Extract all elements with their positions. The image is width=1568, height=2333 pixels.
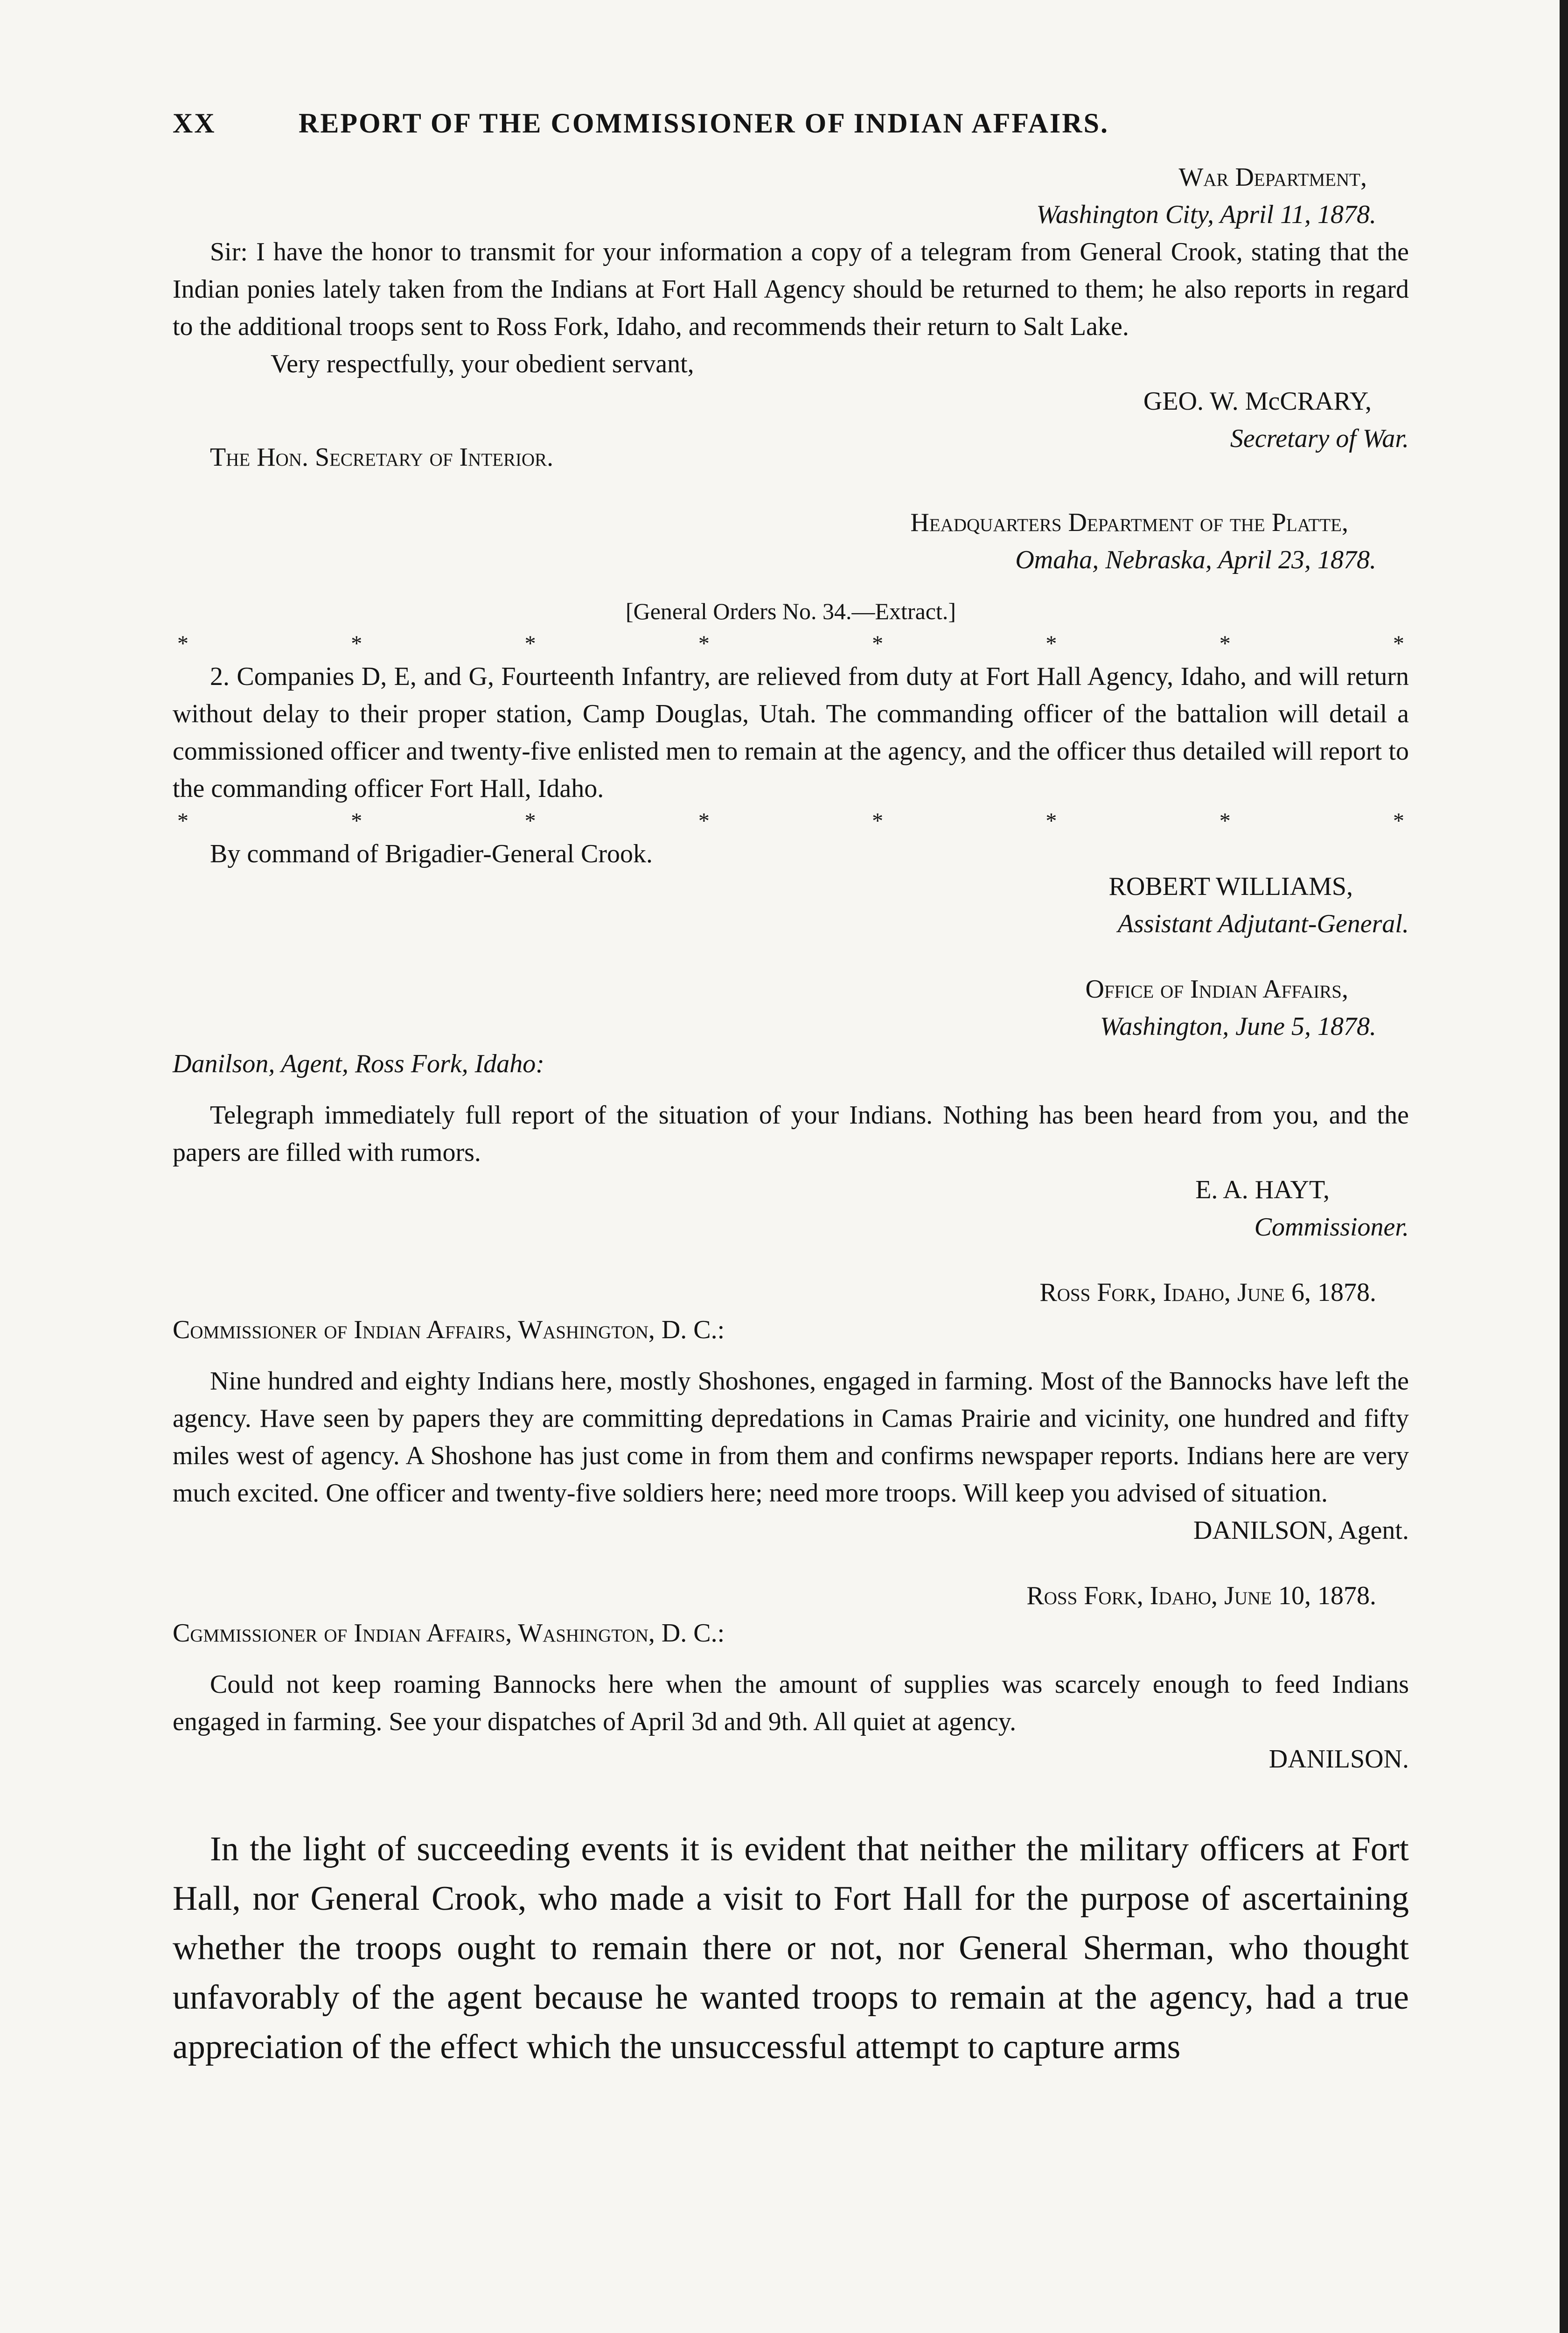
orders-body: 2. Companies D, E, and G, Fourteenth Infantry, are relieved from duty at Fort Hall Agency, Idaho, and will return without delay to their proper station, Camp Douglas, Utah. The commanding officer of the battalion will detail a commissioned officer and twenty-five enlisted men to remain at the agency, and the officer thus detailed will report to the commanding officer Fort Hall, Idaho. [173,662,1409,803]
running-header [173,107,1409,159]
letter-closing: Very respectfully, your obedient servant, [271,349,694,378]
letter-signer-title: Secretary of War. [1230,424,1409,453]
telegram-hayt [173,971,1409,1246]
telegram-place-date: Ross Fork, Idaho, June 6, 1878. [1039,1278,1376,1307]
letter-addressee: The Hon. Secretary of Interior. [210,443,554,472]
page-title: REPORT OF THE COMMISSIONER OF INDIAN AFFAIRS. [299,108,1109,139]
telegram-signer: DANILSON, Agent. [1193,1516,1409,1545]
telegram-body: Could not keep roaming Bannocks here when the amount of supplies was scarcely enough to feed Indians engaged in farming. See your dispatches of April 3d and 9th. All quiet at agency. [173,1670,1409,1736]
orders-place-date: Omaha, Nebraska, April 23, 1878. [1015,545,1376,574]
telegram-recipient: Commissioner of Indian Affairs, Washington, D. C.: [173,1315,725,1344]
orders-by-command: By command of Brigadier-General Crook. [210,839,653,868]
document-page [173,107,1409,2072]
general-orders [173,504,1409,943]
telegram-danilson-june10 [173,1577,1409,1778]
telegram-body: Telegraph immediately full report of the situation of your Indians. Nothing has been heard from you, and the papers are filled with rumors. [173,1101,1409,1167]
telegram-office: Office of Indian Affairs, [1085,975,1348,1004]
letter-signer: GEO. W. McCRARY, [1143,387,1372,416]
telegram-recipient: Danilson, Agent, Ross Fork, Idaho: [173,1049,544,1078]
orders-signer: ROBERT WILLIAMS, [1108,872,1353,901]
telegram-body: Nine hundred and eighty Indians here, mostly Shoshones, engaged in farming. Most of the Bannocks have left the agency. Have seen by papers they are committing depredations in Camas Prairie and vicinity, one hundred and fifty miles west of agency. A Shoshone has just come in from them and confirms newspaper reports. Indians here are very much excited. One officer and twenty-five soldiers here; need more troops. Will keep you advised of situation. [173,1367,1409,1508]
closing-paragraph: In the light of succeeding events it is evident that neither the military officers at Fort Hall, nor General Crook, who made a visit to Fort Hall for the purpose of ascertaining whether the troops ought to remain there or not, nor General Sherman, who thought unfavorably of the agent because he wanted troops to remain at the agency, had a true appreciation of the effect which the unsuccessful attempt to capture arms [173,1830,1409,2066]
letter-department: War Department, [1178,163,1367,192]
orders-note: [General Orders No. 34.—Extract.] [625,598,956,624]
ellipsis-stars: * * * * * * * * [177,631,1404,656]
orders-headquarters: Headquarters Department of the Platte, [910,508,1348,537]
scan-border-right [1560,0,1568,2333]
orders-signer-title: Assistant Adjutant-General. [1117,909,1409,938]
letter-war-department [173,159,1409,476]
telegram-signer: DANILSON. [1268,1745,1409,1774]
telegram-signer: E. A. HAYT, [1195,1175,1330,1204]
page-number: XX [173,108,216,139]
telegram-signer-title: Commissioner. [1254,1213,1409,1242]
telegram-recipient: Cgmmissioner of Indian Affairs, Washington, D. C.: [173,1619,725,1648]
ellipsis-stars: * * * * * * * * [177,809,1404,833]
telegram-danilson-june6 [173,1274,1409,1549]
telegram-place-date: Washington, June 5, 1878. [1100,1012,1376,1041]
letter-body: Sir: I have the honor to transmit for your information a copy of a telegram from General Crook, stating that the Indian ponies lately taken from the Indians at Fort Hall Agency should be returned to them; he also reports in regard to the additional troops sent to Ross Fork, Idaho, and recommends their return to Salt Lake. [173,237,1409,341]
telegram-place-date: Ross Fork, Idaho, June 10, 1878. [1026,1581,1376,1610]
letter-place-date: Washington City, April 11, 1878. [1036,200,1376,229]
